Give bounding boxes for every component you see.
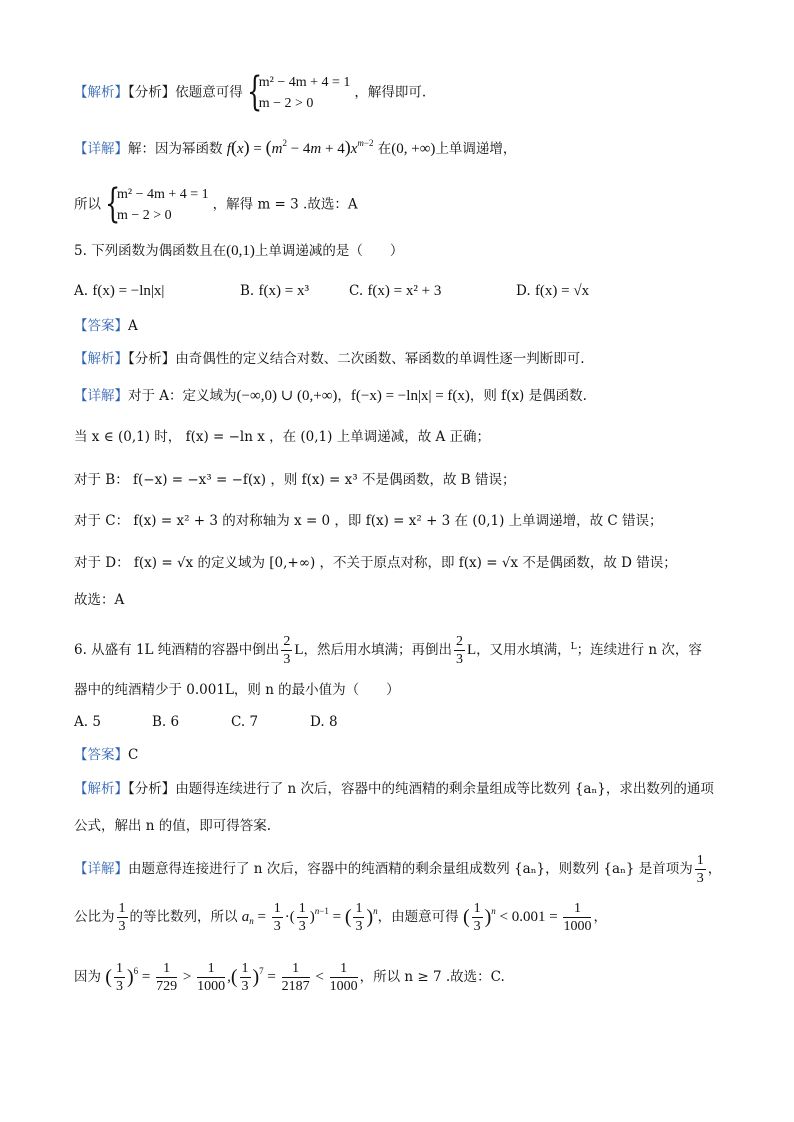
q5-option-b-label: B. xyxy=(240,283,255,299)
q5-answer: A xyxy=(128,318,138,334)
q5-option-a xyxy=(74,281,164,301)
q6-first-term-frac: $\frac{1}{3}$ xyxy=(696,853,704,886)
q4-analysis-pre: 依题意可得 xyxy=(175,84,243,101)
fenxi-tag: 【分析】 xyxy=(128,84,176,101)
q6-stem-1: 6. 从盛有 1L 纯酒精的容器中倒出 xyxy=(74,642,280,658)
daan-tag: 【答案】 xyxy=(74,747,128,763)
q6-option-d-label: D. xyxy=(310,714,325,730)
q5-detail-a1-domain: (−∞,0) ∪ (0,+∞) xyxy=(236,388,338,404)
q4-detail-line: 【详解】解：因为幂函数 $f(x) = (m^2 - 4m + 4)x^{m-2}$ 在(0, +∞)上单调递增， xyxy=(74,137,517,157)
q6-frac1-den: 3 xyxy=(283,652,291,667)
q6-option-c-label: C. xyxy=(231,714,246,730)
q6-cmp-2187: 2187 xyxy=(281,979,310,994)
fenxi-tag: 【分析】 xyxy=(128,781,176,797)
q4-analysis-post: ，解得即可. xyxy=(354,84,427,101)
q4-so: 所以 xyxy=(74,196,101,213)
xiangjie-tag: 【详解】 xyxy=(74,388,128,404)
q4-analysis-line xyxy=(74,69,427,115)
q4-sys2-row1: m² − 4m + 4 = 1 xyxy=(117,187,209,202)
q6-fraction-1 xyxy=(281,633,292,668)
q5-option-b-expr: f(x) = x³ xyxy=(258,283,309,299)
q6-ineq-den: 1000 xyxy=(563,919,592,935)
q6-frac2-num: 2 xyxy=(455,634,463,649)
q6-option-b-label: B. xyxy=(152,714,167,730)
q5-analysis-line xyxy=(74,349,585,369)
q6-option-d xyxy=(310,712,338,732)
q4-conclusion: ，解得 m = 3 .故选：A xyxy=(212,196,358,213)
q6-detail-3-pre: 因为 xyxy=(74,968,101,985)
q6-inequality: ( $\frac{1}{3}$ )$^n$ < 0.001 = $\frac{1}{1000}$ xyxy=(462,901,592,935)
q6-analysis-line2: 公式，解出 n 的值，即可得答案. xyxy=(74,818,272,834)
q4-detail-post: 上单调递增， xyxy=(435,141,517,157)
q5-detail-d: 对于 D： f(x) = √x 的定义域为 [0,+∞) ，不关于原点对称，即 f(x) = √x 不是偶函数，故 D 错误； xyxy=(74,555,677,571)
jiexi-tag: 【解析】 xyxy=(74,781,128,797)
q6-detail-line1: 【详解】由题意得连接进行了 n 次后，容器中的纯酒精的剩余量组成数列 {aₙ}，则数列 {aₙ} 是首项为 $\frac{1}{3}$ ， xyxy=(74,853,722,886)
q5-option-d-expr: f(x) = √x xyxy=(534,283,590,299)
q5-option-d xyxy=(516,281,589,301)
q6-option-a-value: 5 xyxy=(92,714,101,730)
q5-detail-b: 对于 B： f(−x) = −x³ = −f(x) ，则 f(x) = x³ 不是偶函数，故 B 错误； xyxy=(74,472,516,488)
q6-stem-3: ，又用水填满， xyxy=(476,642,571,658)
q5-stem-post: 上单调递减的是（ ） xyxy=(254,243,404,259)
q5-analysis: 由奇偶性的定义结合对数、二次函数、幂函数的单调性逐一判断即可. xyxy=(175,351,585,367)
q5-option-a-label: A. xyxy=(74,283,89,299)
q6-ratio-frac: $\frac{1}{3}$ xyxy=(118,901,126,934)
daan-tag: 【答案】 xyxy=(74,318,128,334)
q6-cmp-1000a: 1000 xyxy=(197,979,226,994)
jiexi-tag: 【解析】 xyxy=(74,351,128,367)
q6-option-a xyxy=(74,712,101,732)
q6-frac1-num: 2 xyxy=(283,634,291,649)
q6-fraction-2 xyxy=(454,633,465,668)
q6-stem-2: ，然后用水填满；再倒出 xyxy=(303,642,452,658)
q6-detail-2-pre: 公比为 xyxy=(74,909,115,925)
q6-general-term: $a_n$ = $\frac{1}{3}$ ·( $\frac{1}{3}$ )$^{n-1}$ = ( $\frac{1}{3}$ )$^n$ xyxy=(241,901,378,935)
q6-stem-line1 xyxy=(74,633,702,668)
q6-detail-1: 由题意得连接进行了 n 次后，容器中的纯酒精的剩余量组成数列 {aₙ}，则数列 {aₙ} 是首项为 xyxy=(128,861,693,877)
q6-frac2-den: 3 xyxy=(455,652,463,667)
q6-detail-2-mid: 的等比数列，所以 xyxy=(129,909,238,925)
q4-equation-system: { m² − 4m + 4 = 1 m − 2 > 0 xyxy=(246,69,351,115)
q6-option-a-label: A. xyxy=(74,714,89,730)
q5-stem xyxy=(74,241,403,261)
q6-threshold: 0.001 xyxy=(511,909,546,925)
q6-detail-3-post: ，所以 n ≥ 7 .故选：C. xyxy=(359,968,505,985)
jiexi-tag: 【解析】 xyxy=(74,84,128,101)
q5-option-c-label: C. xyxy=(349,283,364,299)
q5-detail-a1-pre: 对于 A：定义域为 xyxy=(128,388,237,404)
xiangjie-tag: 【详解】 xyxy=(74,141,128,157)
q6-detail-line2: 公比为 $\frac{1}{3}$ 的等比数列，所以 $a_n$ = $\frac{1}{3}$ ·( $\frac{1}{3}$ )$^{n-1}$ = ( $\frac{1}{3}$ )$^n$，由题意可得 ( $\frac{1}{3}$ )$^n$ < 0.001 = $\frac{1}{1000}$ ， xyxy=(74,901,607,935)
q4-sys2-row2: m − 2 > 0 xyxy=(117,208,172,223)
q6-option-b-value: 6 xyxy=(170,714,180,730)
q5-option-b xyxy=(240,281,309,301)
q4-interval: (0, +∞) xyxy=(391,141,436,157)
q6-option-c xyxy=(231,712,258,732)
q6-analysis-line1 xyxy=(74,779,714,799)
fenxi-tag: 【分析】 xyxy=(128,351,176,367)
q5-option-d-label: D. xyxy=(516,283,531,299)
q4-equation-system-2: { m² − 4m + 4 = 1 m − 2 > 0 xyxy=(105,181,209,227)
q4-sys-row1: m² − 4m + 4 = 1 xyxy=(258,75,351,90)
q5-option-c xyxy=(349,281,441,301)
q6-detail-line3 xyxy=(74,960,505,995)
q4-detail-func: $f(x) = (m^2 - 4m + 4)x^{m-2}$ xyxy=(226,137,374,157)
q5-detail-a1-mid: f(−x) = −ln|x| = f(x) xyxy=(350,388,470,404)
q6-option-c-value: 7 xyxy=(249,714,259,730)
q6-detail-2-post: ，由题意可得 xyxy=(377,909,459,925)
q6-cmp-729: 729 xyxy=(156,979,178,994)
q5-detail-a1: 【详解】对于 A：定义域为(−∞,0) ∪ (0,+∞)，f(−x) = −ln|x| = f(x)，则 f(x) 是偶函数. xyxy=(74,388,587,404)
xiangjie-tag: 【详解】 xyxy=(74,861,128,877)
q5-option-a-expr: f(x) = −ln|x| xyxy=(92,283,165,299)
q6-first-term-den: 3 xyxy=(696,871,704,886)
q5-detail-a2: 当 x ∈ (0,1) 时， f(x) = −ln x ，在 (0,1) 上单调递减，故 A 正确； xyxy=(74,429,491,445)
q5-option-c-expr: f(x) = x² + 3 xyxy=(367,283,442,299)
q5-interval: (0,1) xyxy=(226,243,255,259)
q5-final: 故选：A xyxy=(74,592,125,608)
q5-detail-a1-post: ，则 f(x) 是偶函数. xyxy=(469,388,587,404)
q5-detail-c: 对于 C： f(x) = x² + 3 的对称轴为 x = 0 ，即 f(x) = x² + 3 在 (0,1) 上单调递增，故 C 错误； xyxy=(74,513,663,529)
q6-stem-4: ；连续进行 n 次，容 xyxy=(576,642,702,658)
q4-conclusion-line xyxy=(74,181,358,227)
q4-sys-row2: m − 2 > 0 xyxy=(258,96,314,111)
q4-detail-pre: 解：因为幂函数 xyxy=(128,141,223,157)
q6-unit-1: L xyxy=(294,642,304,658)
q5-stem-text: 5. 下列函数为偶函数且在 xyxy=(74,243,227,259)
q6-option-d-value: 8 xyxy=(328,714,338,730)
q6-answer: C xyxy=(128,747,139,763)
q6-unit-2: L xyxy=(466,642,477,658)
q6-cmp-1000b: 1000 xyxy=(329,979,358,994)
q6-comparison: ( $\frac{1}{3}$ )$^6$ = $\frac{1}{729}$ > $\frac{1}{1000}$ ,( $\frac{1}{3}$ )$^7$ = $\frac{1}{2187}$ < $\frac{1}{1000}$ xyxy=(105,961,358,994)
q6-option-b xyxy=(152,712,179,732)
q6-analysis-1: 由题得连续进行了 n 次后，容器中的纯酒精的剩余量组成等比数列 {aₙ}，求出数列的通项 xyxy=(175,781,714,797)
q6-stem-line2: 器中的纯酒精少于 0.001L，则 n 的最小值为（ ） xyxy=(74,682,400,698)
q5-answer-line xyxy=(74,316,138,336)
q6-answer-line xyxy=(74,745,138,765)
q6-ellipsis-glyph: L xyxy=(570,642,577,652)
